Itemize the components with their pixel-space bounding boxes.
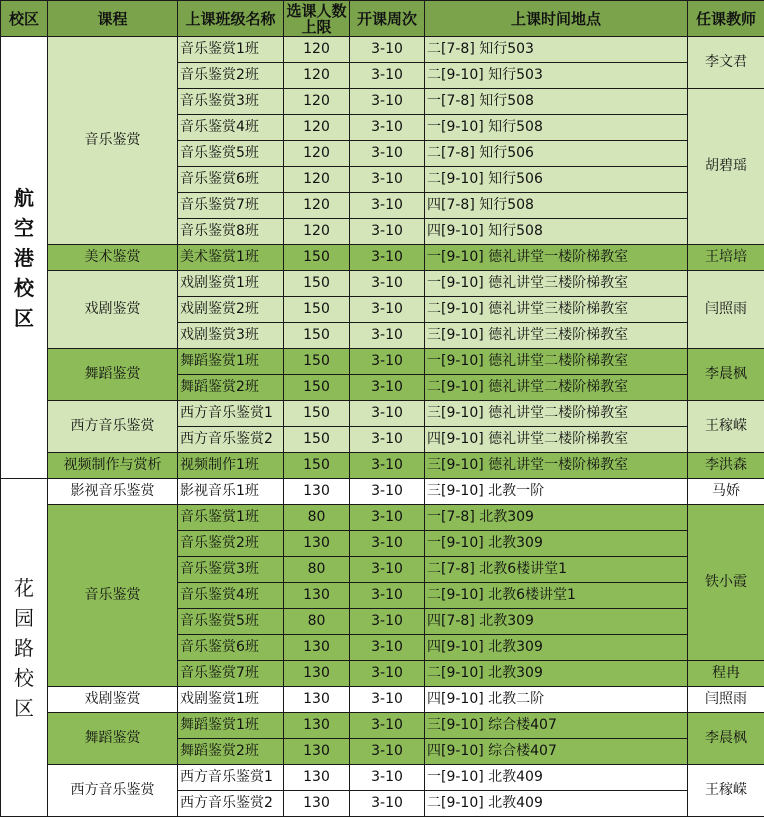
- capacity-cell: 130: [284, 713, 350, 739]
- time-place-cell: 四[9-10] 知行508: [425, 219, 688, 245]
- class-cell: 音乐鉴赏3班: [178, 557, 284, 583]
- table-row: [1, 479, 764, 505]
- capacity-cell: 130: [284, 479, 350, 505]
- course-cell: 戏剧鉴赏: [48, 271, 178, 349]
- teacher-cell: 王稼嵘: [688, 765, 764, 817]
- weeks-cell: 3-10: [350, 219, 425, 245]
- weeks-cell: 3-10: [350, 89, 425, 115]
- capacity-cell: 130: [284, 791, 350, 817]
- capacity-cell: 150: [284, 401, 350, 427]
- capacity-cell: 130: [284, 661, 350, 687]
- class-cell: 音乐鉴赏6班: [178, 635, 284, 661]
- class-cell: 影视音乐1班: [178, 479, 284, 505]
- capacity-cell: 150: [284, 271, 350, 297]
- class-cell: 音乐鉴赏3班: [178, 89, 284, 115]
- table-row: [1, 349, 764, 375]
- weeks-cell: 3-10: [350, 687, 425, 713]
- capacity-cell: 150: [284, 323, 350, 349]
- time-place-cell: 四[9-10] 北教309: [425, 635, 688, 661]
- teacher-cell: 胡碧瑶: [688, 89, 764, 245]
- class-cell: 美术鉴赏1班: [178, 245, 284, 271]
- table-row: [1, 687, 764, 713]
- weeks-cell: 3-10: [350, 141, 425, 167]
- course-cell: 戏剧鉴赏: [48, 687, 178, 713]
- time-place-cell: 三[9-10] 综合楼407: [425, 713, 688, 739]
- capacity-cell: 80: [284, 557, 350, 583]
- campus-label: 航空港校区: [14, 185, 34, 330]
- weeks-cell: 3-10: [350, 661, 425, 687]
- table-row: [1, 401, 764, 427]
- weeks-cell: 3-10: [350, 713, 425, 739]
- capacity-cell: 120: [284, 219, 350, 245]
- class-cell: 视频制作1班: [178, 453, 284, 479]
- weeks-cell: 3-10: [350, 37, 425, 63]
- class-cell: 戏剧鉴赏1班: [178, 271, 284, 297]
- capacity-cell: 130: [284, 531, 350, 557]
- time-place-cell: 一[9-10] 德礼讲堂二楼阶梯教室: [425, 349, 688, 375]
- teacher-cell: 李洪森: [688, 453, 764, 479]
- time-place-cell: 四[7-8] 知行508: [425, 193, 688, 219]
- weeks-cell: 3-10: [350, 427, 425, 453]
- time-place-cell: 二[9-10] 德礼讲堂二楼阶梯教室: [425, 375, 688, 401]
- capacity-cell: 130: [284, 635, 350, 661]
- course-cell: 音乐鉴赏: [48, 37, 178, 245]
- course-cell: 西方音乐鉴赏: [48, 401, 178, 453]
- capacity-cell: 80: [284, 505, 350, 531]
- course-cell: 美术鉴赏: [48, 245, 178, 271]
- time-place-cell: 三[9-10] 德礼讲堂三楼阶梯教室: [425, 323, 688, 349]
- time-place-cell: 一[9-10] 德礼讲堂三楼阶梯教室: [425, 271, 688, 297]
- class-cell: 音乐鉴赏8班: [178, 219, 284, 245]
- time-place-cell: 四[9-10] 德礼讲堂二楼阶梯教室: [425, 427, 688, 453]
- class-cell: 舞蹈鉴赏1班: [178, 349, 284, 375]
- weeks-cell: 3-10: [350, 609, 425, 635]
- course-cell: 西方音乐鉴赏: [48, 765, 178, 817]
- campus-cell-hkg: [1, 37, 48, 479]
- class-cell: 音乐鉴赏5班: [178, 609, 284, 635]
- table-row: [1, 271, 764, 297]
- campus-label: 花园路校区: [14, 575, 34, 720]
- time-place-cell: 三[9-10] 北教一阶: [425, 479, 688, 505]
- course-cell: 舞蹈鉴赏: [48, 349, 178, 401]
- capacity-cell: 150: [284, 453, 350, 479]
- weeks-cell: 3-10: [350, 739, 425, 765]
- table-row: [1, 505, 764, 531]
- header-capacity: 选课人数上限: [284, 1, 350, 37]
- course-cell: 影视音乐鉴赏: [48, 479, 178, 505]
- class-cell: 音乐鉴赏6班: [178, 167, 284, 193]
- class-cell: 舞蹈鉴赏1班: [178, 713, 284, 739]
- table-row: [1, 37, 764, 63]
- time-place-cell: 二[7-8] 知行506: [425, 141, 688, 167]
- capacity-cell: 120: [284, 193, 350, 219]
- class-cell: 西方音乐鉴赏1: [178, 401, 284, 427]
- class-cell: 音乐鉴赏7班: [178, 193, 284, 219]
- capacity-cell: 120: [284, 89, 350, 115]
- teacher-cell: 马娇: [688, 479, 764, 505]
- time-place-cell: 一[9-10] 知行508: [425, 115, 688, 141]
- weeks-cell: 3-10: [350, 635, 425, 661]
- class-cell: 音乐鉴赏1班: [178, 505, 284, 531]
- class-cell: 西方音乐鉴赏1: [178, 765, 284, 791]
- time-place-cell: 三[9-10] 德礼讲堂一楼阶梯教室: [425, 453, 688, 479]
- time-place-cell: 二[9-10] 知行506: [425, 167, 688, 193]
- teacher-cell: 李晨枫: [688, 713, 764, 765]
- weeks-cell: 3-10: [350, 557, 425, 583]
- teacher-cell: 王培培: [688, 245, 764, 271]
- class-cell: 音乐鉴赏1班: [178, 37, 284, 63]
- time-place-cell: 三[9-10] 德礼讲堂二楼阶梯教室: [425, 401, 688, 427]
- class-cell: 音乐鉴赏2班: [178, 63, 284, 89]
- class-cell: 戏剧鉴赏1班: [178, 687, 284, 713]
- header-teacher: 任课教师: [688, 1, 764, 37]
- table-row: [1, 453, 764, 479]
- course-cell: 音乐鉴赏: [48, 505, 178, 687]
- weeks-cell: 3-10: [350, 479, 425, 505]
- header-course: 课程: [48, 1, 178, 37]
- time-place-cell: 二[9-10] 北教409: [425, 791, 688, 817]
- weeks-cell: 3-10: [350, 245, 425, 271]
- time-place-cell: 四[9-10] 北教二阶: [425, 687, 688, 713]
- capacity-cell: 150: [284, 349, 350, 375]
- capacity-cell: 150: [284, 297, 350, 323]
- time-place-cell: 二[9-10] 德礼讲堂三楼阶梯教室: [425, 297, 688, 323]
- weeks-cell: 3-10: [350, 115, 425, 141]
- time-place-cell: 二[9-10] 北教6楼讲堂1: [425, 583, 688, 609]
- class-cell: 戏剧鉴赏2班: [178, 297, 284, 323]
- teacher-cell: 李文君: [688, 37, 764, 89]
- class-cell: 音乐鉴赏2班: [178, 531, 284, 557]
- campus-cell-hyl: [1, 479, 48, 817]
- header-weeks: 开课周次: [350, 1, 425, 37]
- time-place-cell: 二[9-10] 北教309: [425, 661, 688, 687]
- course-cell: 舞蹈鉴赏: [48, 713, 178, 765]
- teacher-cell: 闫照雨: [688, 271, 764, 349]
- weeks-cell: 3-10: [350, 349, 425, 375]
- weeks-cell: 3-10: [350, 531, 425, 557]
- weeks-cell: 3-10: [350, 63, 425, 89]
- capacity-cell: 150: [284, 245, 350, 271]
- capacity-cell: 150: [284, 427, 350, 453]
- capacity-cell: 120: [284, 167, 350, 193]
- teacher-cell: 铁小霞: [688, 505, 764, 661]
- time-place-cell: 一[9-10] 北教309: [425, 531, 688, 557]
- capacity-cell: 130: [284, 687, 350, 713]
- class-cell: 舞蹈鉴赏2班: [178, 739, 284, 765]
- time-place-cell: 一[7-8] 北教309: [425, 505, 688, 531]
- time-place-cell: 四[9-10] 综合楼407: [425, 739, 688, 765]
- class-cell: 戏剧鉴赏3班: [178, 323, 284, 349]
- table-row: [1, 245, 764, 271]
- class-cell: 音乐鉴赏4班: [178, 583, 284, 609]
- capacity-cell: 120: [284, 141, 350, 167]
- capacity-cell: 130: [284, 583, 350, 609]
- class-cell: 西方音乐鉴赏2: [178, 791, 284, 817]
- time-place-cell: 二[7-8] 知行503: [425, 37, 688, 63]
- header-time-place: 上课时间地点: [425, 1, 688, 37]
- table-row: [1, 765, 764, 791]
- weeks-cell: 3-10: [350, 193, 425, 219]
- weeks-cell: 3-10: [350, 765, 425, 791]
- weeks-cell: 3-10: [350, 271, 425, 297]
- weeks-cell: 3-10: [350, 323, 425, 349]
- weeks-cell: 3-10: [350, 505, 425, 531]
- weeks-cell: 3-10: [350, 167, 425, 193]
- teacher-cell: 程冉: [688, 661, 764, 687]
- class-cell: 音乐鉴赏4班: [178, 115, 284, 141]
- class-cell: 舞蹈鉴赏2班: [178, 375, 284, 401]
- course-cell: 视频制作与赏析: [48, 453, 178, 479]
- header-row: [1, 1, 764, 37]
- time-place-cell: 一[9-10] 北教409: [425, 765, 688, 791]
- teacher-cell: 闫照雨: [688, 687, 764, 713]
- time-place-cell: 一[9-10] 德礼讲堂一楼阶梯教室: [425, 245, 688, 271]
- capacity-cell: 120: [284, 63, 350, 89]
- time-place-cell: 一[7-8] 知行508: [425, 89, 688, 115]
- header-class-name: 上课班级名称: [178, 1, 284, 37]
- class-cell: 音乐鉴赏5班: [178, 141, 284, 167]
- time-place-cell: 二[9-10] 知行503: [425, 63, 688, 89]
- teacher-cell: 王稼嵘: [688, 401, 764, 453]
- capacity-cell: 130: [284, 765, 350, 791]
- teacher-cell: 李晨枫: [688, 349, 764, 401]
- weeks-cell: 3-10: [350, 453, 425, 479]
- weeks-cell: 3-10: [350, 297, 425, 323]
- capacity-cell: 150: [284, 375, 350, 401]
- class-cell: 音乐鉴赏7班: [178, 661, 284, 687]
- time-place-cell: 二[7-8] 北教6楼讲堂1: [425, 557, 688, 583]
- header-campus: 校区: [1, 1, 48, 37]
- weeks-cell: 3-10: [350, 401, 425, 427]
- time-place-cell: 四[7-8] 北教309: [425, 609, 688, 635]
- capacity-cell: 80: [284, 609, 350, 635]
- capacity-cell: 130: [284, 739, 350, 765]
- weeks-cell: 3-10: [350, 375, 425, 401]
- class-cell: 西方音乐鉴赏2: [178, 427, 284, 453]
- weeks-cell: 3-10: [350, 791, 425, 817]
- capacity-cell: 120: [284, 37, 350, 63]
- capacity-cell: 120: [284, 115, 350, 141]
- table-row: [1, 713, 764, 739]
- weeks-cell: 3-10: [350, 583, 425, 609]
